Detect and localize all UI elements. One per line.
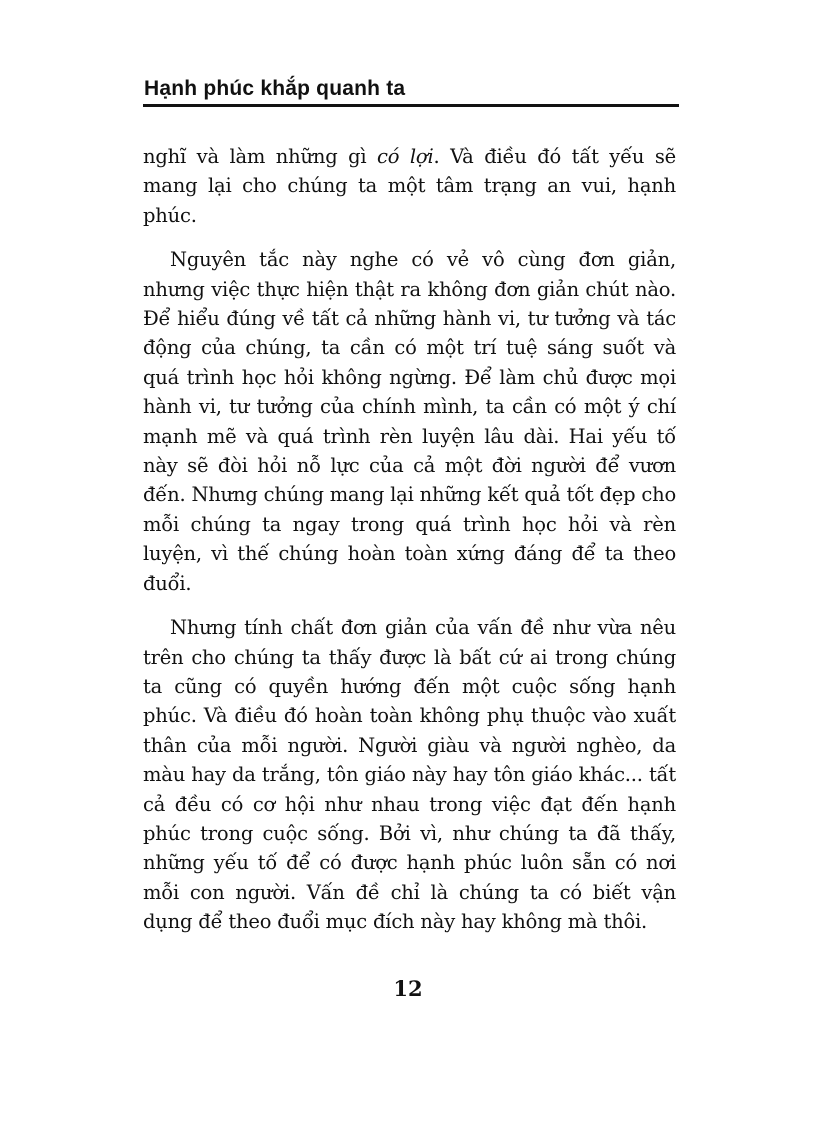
paragraph-2: Nguyên tắc này nghe có vẻ vô cùng đơn giản, nhưng việc thực hiện thật ra không đơn giản chút nào. Để hiểu đúng về tất cả những hành vi, tư tưởng và tác động của chúng, ta cần có một trí tuệ sáng suốt và quá trình học hỏi không ngừng. Để làm chủ được mọi hành vi, tư tưởng của chính mình, ta cần có một ý chí mạnh mẽ và quá trình rèn luyện lâu dài. Hai yếu tố này sẽ đòi hỏi nỗ lực của cả một đời người để vươn đến. Nhưng chúng mang lại những kết quả tốt đẹp cho mỗi chúng ta ngay trong quá trình học hỏi và rèn luyện, vì thế chúng hoàn toàn xứng đáng để ta theo đuổi. — [143, 248, 676, 595]
body-text — [143, 142, 676, 952]
page-number: 12 — [393, 976, 423, 1001]
paragraph-3: Nhưng tính chất đơn giản của vấn đề như vừa nêu trên cho chúng ta thấy được là bất cứ ai trong chúng ta cũng có quyền hướng đến một cuộc sống hạnh phúc. Và điều đó hoàn toàn không phụ thuộc vào xuất thân của mỗi người. Người giàu và người nghèo, da màu hay da trắng, tôn giáo này hay tôn giáo khác... tất cả đều có cơ hội như nhau trong việc đạt đến hạnh phúc trong cuộc sống. Bởi vì, như chúng ta đã thấy, những yếu tố để có được hạnh phúc luôn sẵn có nơi mỗi con người. Vấn đề chỉ là chúng ta có biết vận dụng để theo đuổi mục đích này hay không mà thôi. — [143, 616, 676, 934]
running-header — [143, 74, 679, 108]
header-rule — [143, 104, 679, 107]
header-title: Hạnh phúc khắp quanh ta — [144, 77, 406, 100]
paragraph-continued — [143, 142, 676, 230]
paragraph-1-italic-phrase: có lợi — [377, 145, 434, 168]
paragraph-1-text-before: nghĩ và làm những gì — [143, 145, 378, 168]
paragraph-1-text-after: . Và điều đó tất yếu sẽ mang lại cho chúng ta một tâm trạng an vui, hạnh phúc. — [143, 145, 677, 227]
